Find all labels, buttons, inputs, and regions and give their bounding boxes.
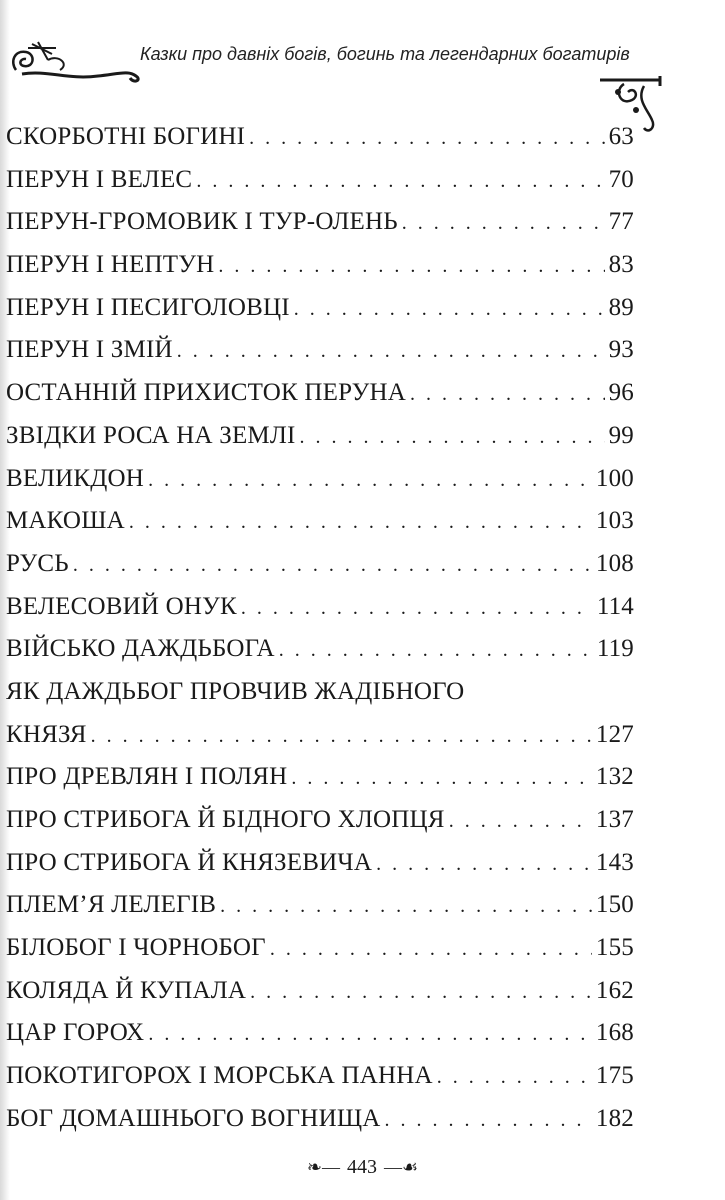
toc-leader-dots bbox=[449, 800, 592, 843]
toc-entry-page: 119 bbox=[596, 635, 634, 663]
toc-entry bbox=[6, 287, 634, 330]
toc-entry-title: ВЕЛЕСОВИЙ ОНУК bbox=[6, 592, 237, 620]
toc-entry-title: МАКОША bbox=[6, 507, 125, 535]
toc-entry-page: 127 bbox=[595, 720, 634, 748]
toc-entry bbox=[6, 671, 634, 756]
toc-leader-dots bbox=[249, 117, 604, 160]
toc-entry bbox=[6, 116, 634, 159]
toc-entry-title: ПЕРУН І НЕПТУН bbox=[6, 251, 215, 279]
toc-entry-page: 83 bbox=[608, 251, 634, 279]
toc-entry-title: РУСЬ bbox=[6, 549, 69, 577]
toc-entry-title: ПЕРУН І ЗМІЙ bbox=[6, 336, 173, 364]
toc-entry-page: 89 bbox=[608, 293, 634, 321]
toc-entry bbox=[6, 201, 634, 244]
toc-leader-dots bbox=[437, 1056, 592, 1099]
toc-entry-page: 77 bbox=[608, 208, 634, 236]
toc-entry-page: 114 bbox=[596, 592, 634, 620]
toc-entry bbox=[6, 543, 634, 586]
toc-leader-dots bbox=[410, 373, 605, 416]
toc-entry-title: ПОКОТИГОРОХ І МОРСЬКА ПАННА bbox=[6, 1062, 433, 1090]
toc-leader-dots bbox=[279, 629, 593, 672]
toc-entry-page: 70 bbox=[608, 165, 634, 193]
toc-entry bbox=[6, 458, 634, 501]
toc-entry bbox=[6, 415, 634, 458]
toc-entry bbox=[6, 1012, 634, 1055]
page-footer bbox=[0, 1155, 725, 1179]
page-number: 443 bbox=[346, 1155, 377, 1178]
toc-leader-dots bbox=[300, 416, 605, 459]
toc-entry bbox=[6, 372, 634, 415]
toc-leader-dots bbox=[220, 885, 592, 928]
toc-leader-dots bbox=[73, 544, 592, 587]
toc-entry-page: 132 bbox=[595, 763, 634, 791]
toc-leader-dots bbox=[177, 330, 605, 373]
footer-ornament-right-icon: —☙ bbox=[383, 1156, 419, 1177]
toc-entry-page: 103 bbox=[595, 507, 634, 535]
toc-entry-title: ВІЙСЬКО ДАЖДЬБОГА bbox=[6, 635, 275, 663]
toc-entry-title: ПРО ДРЕВЛЯН І ПОЛЯН bbox=[6, 763, 288, 791]
toc-entry-title: ПЕРУН І ПЕСИГОЛОВЦІ bbox=[6, 293, 290, 321]
toc-entry-page: 143 bbox=[595, 848, 634, 876]
toc-entry bbox=[6, 756, 634, 799]
toc-entry bbox=[6, 586, 634, 629]
toc-entry bbox=[6, 329, 634, 372]
toc-entry-title: ПРО СТРИБОГА Й КНЯЗЕВИЧА bbox=[6, 848, 373, 876]
toc-entry-page: 63 bbox=[608, 123, 634, 150]
toc-entry-page: 137 bbox=[595, 806, 634, 834]
toc-entry-page: 175 bbox=[595, 1062, 634, 1090]
toc-entry-title: ЦАР ГОРОХ bbox=[6, 1019, 145, 1047]
toc-leader-dots bbox=[270, 928, 592, 971]
table-of-contents bbox=[6, 116, 634, 1141]
toc-leader-dots bbox=[250, 971, 592, 1014]
toc-entry bbox=[6, 628, 634, 671]
toc-leader-dots bbox=[218, 245, 604, 288]
toc-leader-dots bbox=[291, 757, 592, 800]
toc-entry-page: 162 bbox=[595, 976, 634, 1004]
toc-entry-title: ПЕРУН-ГРОМОВИК І ТУР-ОЛЕНЬ bbox=[6, 208, 398, 236]
toc-leader-dots bbox=[129, 501, 592, 544]
toc-entry-title: ВЕЛИКДОН bbox=[6, 464, 145, 492]
footer-ornament-left-icon: ❧— bbox=[306, 1156, 340, 1177]
toc-entry bbox=[6, 927, 634, 970]
toc-entry-page: 100 bbox=[595, 464, 634, 492]
header-title: Казки про давніх богів, богинь та легендарних богатирів bbox=[140, 44, 630, 64]
toc-entry-title: ПЕРУН І ВЕЛЕС bbox=[6, 165, 193, 193]
toc-entry-page: 108 bbox=[595, 549, 634, 577]
toc-leader-dots bbox=[148, 1013, 592, 1056]
toc-entry-page: 150 bbox=[595, 891, 634, 919]
toc-leader-dots bbox=[376, 843, 592, 886]
toc-entry bbox=[6, 500, 634, 543]
toc-entry-title: СКОРБОТНІ БОГИНІ bbox=[6, 123, 246, 150]
toc-entry-first-line bbox=[6, 671, 634, 714]
toc-entry-title: БІЛОБОГ І ЧОРНОБОГ bbox=[6, 934, 266, 962]
toc-entry-page: 93 bbox=[608, 336, 634, 364]
ornament-left-icon bbox=[8, 40, 148, 85]
toc-entry-title: ОСТАННІЙ ПРИХИСТОК ПЕРУНА bbox=[6, 379, 406, 407]
toc-entry-page: 168 bbox=[595, 1019, 634, 1047]
toc-entry-title-continued: КНЯЗЯ bbox=[6, 720, 87, 748]
toc-entry bbox=[6, 244, 634, 287]
toc-entry-second-line bbox=[6, 714, 634, 757]
toc-leader-dots bbox=[402, 202, 605, 245]
toc-leader-dots bbox=[91, 715, 592, 758]
toc-leader-dots bbox=[241, 587, 593, 630]
toc-entry bbox=[6, 159, 634, 202]
toc-entry-title: ЯК ДАЖДЬБОГ ПРОВЧИВ ЖАДІБНОГО bbox=[6, 677, 465, 705]
toc-entry bbox=[6, 970, 634, 1013]
toc-entry-page: 182 bbox=[595, 1104, 634, 1132]
toc-entry-page: 99 bbox=[608, 421, 634, 449]
toc-entry bbox=[6, 1098, 634, 1141]
toc-entry-title: БОГ ДОМАШНЬОГО ВОГНИЩА bbox=[6, 1104, 381, 1132]
toc-entry bbox=[6, 799, 634, 842]
toc-entry-title: ПЛЕМ’Я ЛЕЛЕГІВ bbox=[6, 891, 217, 919]
toc-entry-title: ПРО СТРИБОГА Й БІДНОГО ХЛОПЦЯ bbox=[6, 806, 445, 834]
toc-entry bbox=[6, 842, 634, 885]
toc-entry bbox=[6, 884, 634, 927]
toc-leader-dots bbox=[196, 160, 604, 203]
toc-leader-dots bbox=[385, 1099, 592, 1142]
toc-leader-dots bbox=[294, 288, 605, 331]
toc-leader-dots bbox=[148, 459, 592, 502]
toc-entry-title: ЗВІДКИ РОСА НА ЗЕМЛІ bbox=[6, 421, 296, 449]
toc-entry-page: 96 bbox=[608, 379, 634, 407]
toc-entry-title: КОЛЯДА Й КУПАЛА bbox=[6, 976, 247, 1004]
toc-entry bbox=[6, 1055, 634, 1098]
toc-entry-page: 155 bbox=[595, 934, 634, 962]
